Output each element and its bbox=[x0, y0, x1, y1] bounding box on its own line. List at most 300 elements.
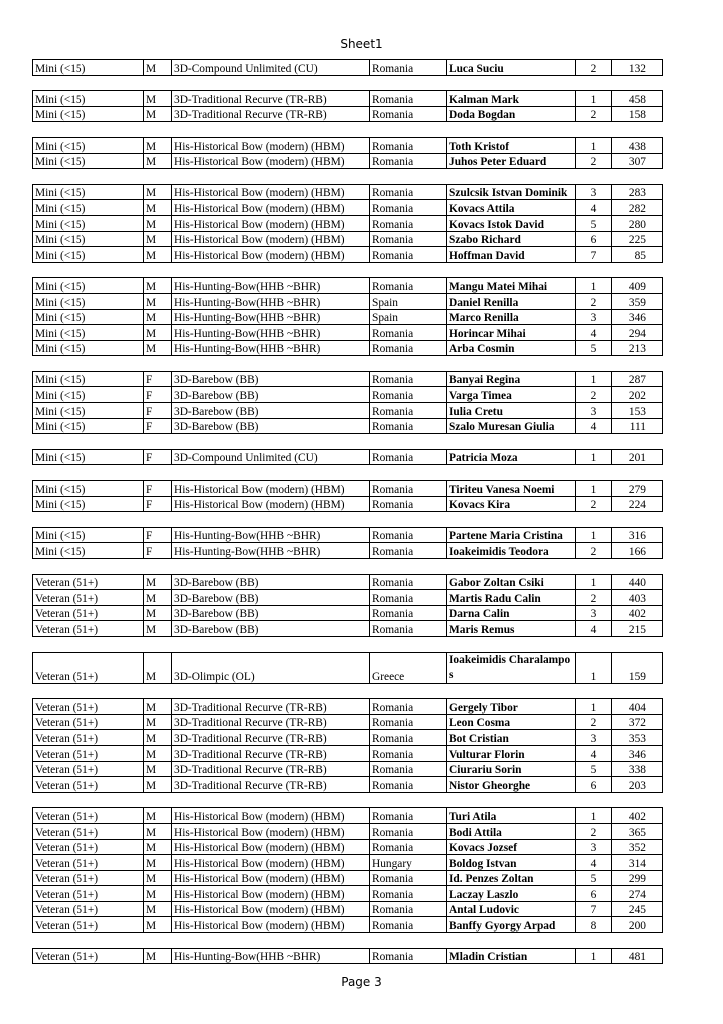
rank-cell: 5 bbox=[576, 340, 612, 356]
country-cell: Romania bbox=[370, 60, 447, 76]
country-cell: Spain bbox=[370, 293, 447, 309]
group-spacer-row bbox=[33, 512, 663, 528]
gender-cell: M bbox=[144, 761, 172, 777]
rank-cell: 6 bbox=[576, 886, 612, 902]
rank-cell: 3 bbox=[576, 184, 612, 200]
score-cell: 458 bbox=[612, 91, 663, 107]
rank-cell: 3 bbox=[576, 605, 612, 621]
score-cell: 279 bbox=[612, 481, 663, 497]
spacer-cell bbox=[33, 933, 663, 949]
category-cell: Mini (<15) bbox=[33, 418, 144, 434]
group-spacer-row bbox=[33, 356, 663, 372]
country-cell: Romania bbox=[370, 745, 447, 761]
category-cell: Veteran (51+) bbox=[33, 714, 144, 730]
rank-cell: 1 bbox=[576, 808, 612, 824]
gender-cell: M bbox=[144, 917, 172, 933]
gender-cell: M bbox=[144, 652, 172, 683]
score-cell: 282 bbox=[612, 200, 663, 216]
country-cell: Romania bbox=[370, 621, 447, 637]
group-spacer-row bbox=[33, 933, 663, 949]
result-row bbox=[33, 808, 663, 824]
archer-name-cell: Kovacs Kira bbox=[447, 496, 576, 512]
group-spacer-row bbox=[33, 122, 663, 138]
country-cell: Romania bbox=[370, 91, 447, 107]
rank-cell: 6 bbox=[576, 231, 612, 247]
result-row bbox=[33, 590, 663, 606]
result-row bbox=[33, 137, 663, 153]
category-cell: Mini (<15) bbox=[33, 247, 144, 263]
archer-name-cell: Patricia Moza bbox=[447, 449, 576, 465]
archer-name-cell: Tiriteu Vanesa Noemi bbox=[447, 481, 576, 497]
archer-name-cell: Gabor Zoltan Csiki bbox=[447, 574, 576, 590]
division-cell: 3D-Barebow (BB) bbox=[172, 418, 370, 434]
division-cell: His-Hunting-Bow(HHB ~BHR) bbox=[172, 527, 370, 543]
category-cell: Mini (<15) bbox=[33, 106, 144, 122]
score-cell: 353 bbox=[612, 730, 663, 746]
score-cell: 299 bbox=[612, 870, 663, 886]
archer-name-cell: Banffy Gyorgy Arpad bbox=[447, 917, 576, 933]
category-cell: Veteran (51+) bbox=[33, 855, 144, 871]
rank-cell: 4 bbox=[576, 745, 612, 761]
archer-name-cell: Daniel Renilla bbox=[447, 293, 576, 309]
score-cell: 215 bbox=[612, 621, 663, 637]
result-row bbox=[33, 278, 663, 294]
spacer-cell bbox=[33, 262, 663, 278]
group-spacer-row bbox=[33, 75, 663, 91]
result-row bbox=[33, 527, 663, 543]
rank-cell: 1 bbox=[576, 371, 612, 387]
rank-cell: 6 bbox=[576, 777, 612, 793]
category-cell: Mini (<15) bbox=[33, 340, 144, 356]
spacer-cell bbox=[33, 122, 663, 138]
gender-cell: F bbox=[144, 403, 172, 419]
rank-cell: 1 bbox=[576, 278, 612, 294]
country-cell: Romania bbox=[370, 325, 447, 341]
rank-cell: 1 bbox=[576, 574, 612, 590]
result-row bbox=[33, 948, 663, 964]
division-cell: 3D-Traditional Recurve (TR-RB) bbox=[172, 777, 370, 793]
archer-name-cell: Szulcsik Istvan Dominik bbox=[447, 184, 576, 200]
rank-cell: 2 bbox=[576, 496, 612, 512]
category-cell: Veteran (51+) bbox=[33, 777, 144, 793]
gender-cell: M bbox=[144, 215, 172, 231]
archer-name-cell: Banyai Regina bbox=[447, 371, 576, 387]
country-cell: Romania bbox=[370, 278, 447, 294]
rank-cell: 5 bbox=[576, 215, 612, 231]
result-row bbox=[33, 652, 663, 683]
rank-cell: 5 bbox=[576, 870, 612, 886]
archer-name-cell: Szabo Richard bbox=[447, 231, 576, 247]
division-cell: His-Historical Bow (modern) (HBM) bbox=[172, 808, 370, 824]
category-cell: Veteran (51+) bbox=[33, 948, 144, 964]
rank-cell: 1 bbox=[576, 527, 612, 543]
country-cell: Romania bbox=[370, 387, 447, 403]
rank-cell: 3 bbox=[576, 839, 612, 855]
division-cell: His-Historical Bow (modern) (HBM) bbox=[172, 823, 370, 839]
rank-cell: 3 bbox=[576, 309, 612, 325]
score-cell: 314 bbox=[612, 855, 663, 871]
spacer-cell bbox=[33, 559, 663, 575]
gender-cell: M bbox=[144, 200, 172, 216]
score-cell: 153 bbox=[612, 403, 663, 419]
archer-name-cell: Laczay Laszlo bbox=[447, 886, 576, 902]
rank-cell: 8 bbox=[576, 917, 612, 933]
gender-cell: M bbox=[144, 278, 172, 294]
gender-cell: F bbox=[144, 449, 172, 465]
gender-cell: M bbox=[144, 184, 172, 200]
category-cell: Veteran (51+) bbox=[33, 870, 144, 886]
country-cell: Romania bbox=[370, 153, 447, 169]
score-cell: 224 bbox=[612, 496, 663, 512]
score-cell: 372 bbox=[612, 714, 663, 730]
division-cell: His-Historical Bow (modern) (HBM) bbox=[172, 215, 370, 231]
rank-cell: 1 bbox=[576, 481, 612, 497]
gender-cell: M bbox=[144, 309, 172, 325]
category-cell: Mini (<15) bbox=[33, 449, 144, 465]
result-row bbox=[33, 403, 663, 419]
result-row bbox=[33, 247, 663, 263]
category-cell: Mini (<15) bbox=[33, 137, 144, 153]
score-cell: 346 bbox=[612, 309, 663, 325]
result-row bbox=[33, 699, 663, 715]
category-cell: Veteran (51+) bbox=[33, 901, 144, 917]
spacer-cell bbox=[33, 169, 663, 185]
gender-cell: M bbox=[144, 293, 172, 309]
archer-name-cell: Boldog Istvan bbox=[447, 855, 576, 871]
category-cell: Mini (<15) bbox=[33, 231, 144, 247]
archer-name-cell: Darna Calin bbox=[447, 605, 576, 621]
gender-cell: M bbox=[144, 745, 172, 761]
score-cell: 159 bbox=[612, 652, 663, 683]
gender-cell: M bbox=[144, 605, 172, 621]
division-cell: 3D-Olimpic (OL) bbox=[172, 652, 370, 683]
rank-cell: 3 bbox=[576, 730, 612, 746]
gender-cell: M bbox=[144, 153, 172, 169]
archer-name-cell: Iulia Cretu bbox=[447, 403, 576, 419]
country-cell: Romania bbox=[370, 247, 447, 263]
country-cell: Romania bbox=[370, 574, 447, 590]
country-cell: Romania bbox=[370, 917, 447, 933]
country-cell: Hungary bbox=[370, 855, 447, 871]
category-cell: Veteran (51+) bbox=[33, 839, 144, 855]
archer-name-cell: Antal Ludovic bbox=[447, 901, 576, 917]
division-cell: 3D-Traditional Recurve (TR-RB) bbox=[172, 730, 370, 746]
division-cell: His-Historical Bow (modern) (HBM) bbox=[172, 917, 370, 933]
archer-name-cell: Hoffman David bbox=[447, 247, 576, 263]
gender-cell: M bbox=[144, 247, 172, 263]
division-cell: His-Hunting-Bow(HHB ~BHR) bbox=[172, 543, 370, 559]
country-cell: Romania bbox=[370, 823, 447, 839]
division-cell: 3D-Traditional Recurve (TR-RB) bbox=[172, 699, 370, 715]
country-cell: Romania bbox=[370, 184, 447, 200]
country-cell: Romania bbox=[370, 371, 447, 387]
result-row bbox=[33, 745, 663, 761]
result-row bbox=[33, 496, 663, 512]
result-row bbox=[33, 761, 663, 777]
country-cell: Romania bbox=[370, 449, 447, 465]
category-cell: Veteran (51+) bbox=[33, 761, 144, 777]
archer-name-cell: Maris Remus bbox=[447, 621, 576, 637]
spacer-cell bbox=[33, 434, 663, 450]
gender-cell: M bbox=[144, 870, 172, 886]
page-number: Page 3 bbox=[341, 975, 382, 989]
result-row bbox=[33, 231, 663, 247]
result-row bbox=[33, 870, 663, 886]
gender-cell: M bbox=[144, 574, 172, 590]
archer-name-cell: Toth Kristof bbox=[447, 137, 576, 153]
division-cell: His-Historical Bow (modern) (HBM) bbox=[172, 184, 370, 200]
archer-name-cell: Luca Suciu bbox=[447, 60, 576, 76]
archer-name-cell: Kovacs Istok David bbox=[447, 215, 576, 231]
score-cell: 338 bbox=[612, 761, 663, 777]
division-cell: His-Hunting-Bow(HHB ~BHR) bbox=[172, 293, 370, 309]
country-cell: Romania bbox=[370, 886, 447, 902]
score-cell: 166 bbox=[612, 543, 663, 559]
gender-cell: M bbox=[144, 948, 172, 964]
score-cell: 287 bbox=[612, 371, 663, 387]
archer-name-cell: Ioakeimidis Charalampos bbox=[447, 652, 576, 683]
archer-name-cell: Marco Renilla bbox=[447, 309, 576, 325]
archer-name-cell: Bot Cristian bbox=[447, 730, 576, 746]
gender-cell: F bbox=[144, 481, 172, 497]
spacer-cell bbox=[33, 75, 663, 91]
archer-name-cell: Doda Bogdan bbox=[447, 106, 576, 122]
score-cell: 403 bbox=[612, 590, 663, 606]
result-row bbox=[33, 371, 663, 387]
category-cell: Mini (<15) bbox=[33, 403, 144, 419]
result-row bbox=[33, 481, 663, 497]
country-cell: Greece bbox=[370, 652, 447, 683]
division-cell: 3D-Barebow (BB) bbox=[172, 387, 370, 403]
result-row bbox=[33, 901, 663, 917]
category-cell: Mini (<15) bbox=[33, 481, 144, 497]
score-cell: 200 bbox=[612, 917, 663, 933]
gender-cell: M bbox=[144, 699, 172, 715]
division-cell: 3D-Traditional Recurve (TR-RB) bbox=[172, 91, 370, 107]
archer-name-cell: Gergely Tibor bbox=[447, 699, 576, 715]
archer-name-cell: Szalo Muresan Giulia bbox=[447, 418, 576, 434]
category-cell: Veteran (51+) bbox=[33, 621, 144, 637]
result-row bbox=[33, 714, 663, 730]
result-row bbox=[33, 215, 663, 231]
country-cell: Romania bbox=[370, 870, 447, 886]
category-cell: Mini (<15) bbox=[33, 200, 144, 216]
archer-name-cell: Martis Radu Calin bbox=[447, 590, 576, 606]
result-row bbox=[33, 184, 663, 200]
archer-name-cell: Ciurariu Sorin bbox=[447, 761, 576, 777]
gender-cell: M bbox=[144, 839, 172, 855]
country-cell: Romania bbox=[370, 590, 447, 606]
category-cell: Mini (<15) bbox=[33, 543, 144, 559]
score-cell: 274 bbox=[612, 886, 663, 902]
spacer-cell bbox=[33, 683, 663, 699]
score-cell: 404 bbox=[612, 699, 663, 715]
division-cell: 3D-Traditional Recurve (TR-RB) bbox=[172, 714, 370, 730]
division-cell: 3D-Barebow (BB) bbox=[172, 605, 370, 621]
score-cell: 111 bbox=[612, 418, 663, 434]
country-cell: Romania bbox=[370, 527, 447, 543]
gender-cell: M bbox=[144, 231, 172, 247]
gender-cell: F bbox=[144, 387, 172, 403]
gender-cell: M bbox=[144, 91, 172, 107]
gender-cell: F bbox=[144, 543, 172, 559]
country-cell: Romania bbox=[370, 730, 447, 746]
gender-cell: M bbox=[144, 901, 172, 917]
spacer-cell bbox=[33, 465, 663, 481]
rank-cell: 1 bbox=[576, 948, 612, 964]
result-row bbox=[33, 293, 663, 309]
result-row bbox=[33, 418, 663, 434]
rank-cell: 2 bbox=[576, 106, 612, 122]
gender-cell: F bbox=[144, 371, 172, 387]
division-cell: His-Hunting-Bow(HHB ~BHR) bbox=[172, 309, 370, 325]
result-row bbox=[33, 543, 663, 559]
result-row bbox=[33, 605, 663, 621]
category-cell: Mini (<15) bbox=[33, 371, 144, 387]
spacer-cell bbox=[33, 356, 663, 372]
rank-cell: 1 bbox=[576, 449, 612, 465]
sheet-title: Sheet1 bbox=[340, 37, 383, 51]
gender-cell: M bbox=[144, 590, 172, 606]
category-cell: Veteran (51+) bbox=[33, 605, 144, 621]
division-cell: 3D-Traditional Recurve (TR-RB) bbox=[172, 745, 370, 761]
gender-cell: M bbox=[144, 60, 172, 76]
division-cell: His-Historical Bow (modern) (HBM) bbox=[172, 247, 370, 263]
score-cell: 440 bbox=[612, 574, 663, 590]
group-spacer-row bbox=[33, 559, 663, 575]
category-cell: Mini (<15) bbox=[33, 309, 144, 325]
archer-name-cell: Bodi Attila bbox=[447, 823, 576, 839]
rank-cell: 3 bbox=[576, 403, 612, 419]
division-cell: His-Hunting-Bow(HHB ~BHR) bbox=[172, 278, 370, 294]
archer-name-cell: Kovacs Attila bbox=[447, 200, 576, 216]
rank-cell: 1 bbox=[576, 91, 612, 107]
category-cell: Mini (<15) bbox=[33, 215, 144, 231]
category-cell: Veteran (51+) bbox=[33, 745, 144, 761]
rank-cell: 2 bbox=[576, 590, 612, 606]
rank-cell: 7 bbox=[576, 901, 612, 917]
country-cell: Romania bbox=[370, 777, 447, 793]
score-cell: 402 bbox=[612, 605, 663, 621]
category-cell: Mini (<15) bbox=[33, 60, 144, 76]
spacer-cell bbox=[33, 636, 663, 652]
division-cell: His-Hunting-Bow(HHB ~BHR) bbox=[172, 948, 370, 964]
gender-cell: M bbox=[144, 714, 172, 730]
group-spacer-row bbox=[33, 683, 663, 699]
rank-cell: 4 bbox=[576, 621, 612, 637]
rank-cell: 2 bbox=[576, 60, 612, 76]
rank-cell: 1 bbox=[576, 137, 612, 153]
division-cell: 3D-Barebow (BB) bbox=[172, 403, 370, 419]
archer-name-cell: Nistor Gheorghe bbox=[447, 777, 576, 793]
group-spacer-row bbox=[33, 636, 663, 652]
gender-cell: M bbox=[144, 855, 172, 871]
country-cell: Romania bbox=[370, 605, 447, 621]
gender-cell: M bbox=[144, 621, 172, 637]
group-spacer-row bbox=[33, 792, 663, 808]
country-cell: Romania bbox=[370, 543, 447, 559]
archer-name-cell: Id. Penzes Zoltan bbox=[447, 870, 576, 886]
country-cell: Romania bbox=[370, 839, 447, 855]
spacer-cell bbox=[33, 792, 663, 808]
country-cell: Romania bbox=[370, 200, 447, 216]
country-cell: Romania bbox=[370, 215, 447, 231]
division-cell: His-Historical Bow (modern) (HBM) bbox=[172, 496, 370, 512]
division-cell: 3D-Compound Unlimited (CU) bbox=[172, 60, 370, 76]
category-cell: Veteran (51+) bbox=[33, 886, 144, 902]
result-row bbox=[33, 777, 663, 793]
score-cell: 213 bbox=[612, 340, 663, 356]
archer-name-cell: Turi Atila bbox=[447, 808, 576, 824]
category-cell: Mini (<15) bbox=[33, 153, 144, 169]
archer-name-cell: Vulturar Florin bbox=[447, 745, 576, 761]
score-cell: 365 bbox=[612, 823, 663, 839]
gender-cell: M bbox=[144, 823, 172, 839]
division-cell: 3D-Barebow (BB) bbox=[172, 621, 370, 637]
country-cell: Romania bbox=[370, 496, 447, 512]
category-cell: Mini (<15) bbox=[33, 527, 144, 543]
country-cell: Romania bbox=[370, 761, 447, 777]
results-body bbox=[33, 60, 663, 964]
gender-cell: F bbox=[144, 527, 172, 543]
division-cell: 3D-Barebow (BB) bbox=[172, 590, 370, 606]
gender-cell: M bbox=[144, 886, 172, 902]
archer-name-cell: Mladin Cristian bbox=[447, 948, 576, 964]
country-cell: Romania bbox=[370, 808, 447, 824]
archer-name-cell: Kovacs Jozsef bbox=[447, 839, 576, 855]
category-cell: Mini (<15) bbox=[33, 293, 144, 309]
score-cell: 202 bbox=[612, 387, 663, 403]
group-spacer-row bbox=[33, 434, 663, 450]
category-cell: Mini (<15) bbox=[33, 278, 144, 294]
category-cell: Veteran (51+) bbox=[33, 699, 144, 715]
score-cell: 346 bbox=[612, 745, 663, 761]
category-cell: Veteran (51+) bbox=[33, 808, 144, 824]
division-cell: His-Hunting-Bow(HHB ~BHR) bbox=[172, 340, 370, 356]
country-cell: Romania bbox=[370, 403, 447, 419]
result-row bbox=[33, 839, 663, 855]
result-row bbox=[33, 823, 663, 839]
score-cell: 438 bbox=[612, 137, 663, 153]
rank-cell: 2 bbox=[576, 714, 612, 730]
country-cell: Romania bbox=[370, 901, 447, 917]
gender-cell: M bbox=[144, 777, 172, 793]
score-cell: 481 bbox=[612, 948, 663, 964]
division-cell: His-Hunting-Bow(HHB ~BHR) bbox=[172, 325, 370, 341]
score-cell: 352 bbox=[612, 839, 663, 855]
category-cell: Mini (<15) bbox=[33, 387, 144, 403]
archer-name-cell: Horincar Mihai bbox=[447, 325, 576, 341]
gender-cell: M bbox=[144, 808, 172, 824]
rank-cell: 1 bbox=[576, 652, 612, 683]
result-row bbox=[33, 886, 663, 902]
score-cell: 132 bbox=[612, 60, 663, 76]
category-cell: Veteran (51+) bbox=[33, 652, 144, 683]
category-cell: Veteran (51+) bbox=[33, 917, 144, 933]
division-cell: His-Historical Bow (modern) (HBM) bbox=[172, 886, 370, 902]
country-cell: Romania bbox=[370, 137, 447, 153]
division-cell: 3D-Traditional Recurve (TR-RB) bbox=[172, 761, 370, 777]
category-cell: Mini (<15) bbox=[33, 91, 144, 107]
country-cell: Romania bbox=[370, 714, 447, 730]
score-cell: 85 bbox=[612, 247, 663, 263]
division-cell: 3D-Traditional Recurve (TR-RB) bbox=[172, 106, 370, 122]
result-row bbox=[33, 325, 663, 341]
country-cell: Romania bbox=[370, 948, 447, 964]
category-cell: Mini (<15) bbox=[33, 325, 144, 341]
result-row bbox=[33, 730, 663, 746]
archer-name-cell: Partene Maria Cristina bbox=[447, 527, 576, 543]
